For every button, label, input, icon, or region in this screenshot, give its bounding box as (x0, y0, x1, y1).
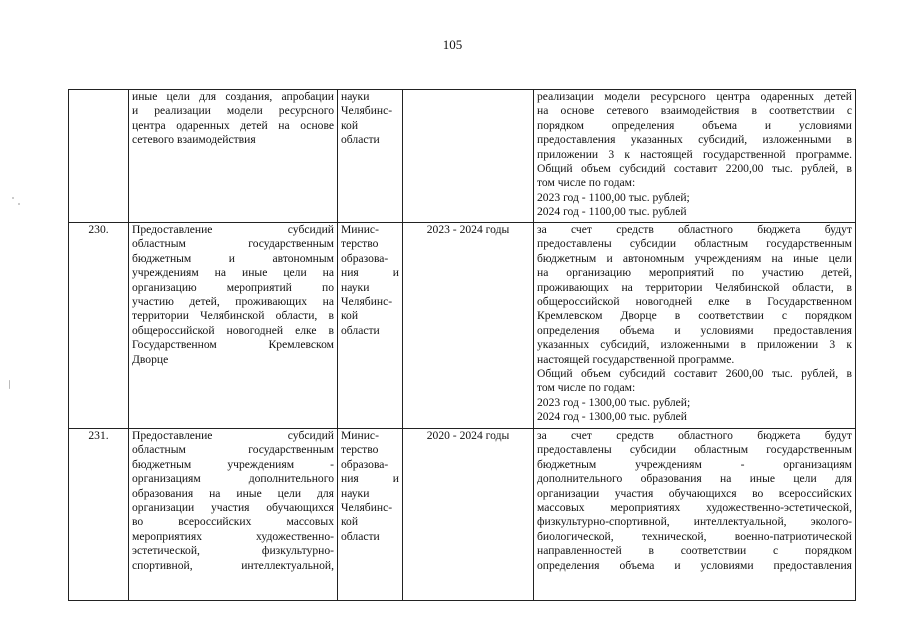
executor-line: кой (341, 309, 359, 323)
scan-speck (9, 380, 10, 389)
expected-result (534, 90, 856, 223)
activity-name-line: эстетической, физкультурно- (132, 544, 334, 558)
activity-name-line: Предоставление субсидий (132, 429, 334, 442)
table-row (69, 429, 856, 601)
executor-line: Челябинс- (341, 295, 393, 309)
activity-name-line: организациям дополнительного (132, 472, 334, 486)
expected-result-line: предоставлены субсидии областным государственным (537, 237, 852, 251)
expected-result-line: Общий объем субсидий составит 2200,00 тыс. рублей, в (537, 162, 852, 176)
program-activities-table (68, 89, 856, 601)
row-number (69, 90, 129, 223)
activity-name-line: организацию мероприятий по (132, 280, 334, 294)
expected-result-line: физкультурно-спортивной, интеллектуальной, эколого- (537, 515, 852, 529)
expected-result (534, 429, 856, 601)
expected-result-line: организации участия обучающихся во всероссийских (537, 486, 852, 500)
expected-result-line: реализации модели ресурсного центра одаренных детей (537, 90, 852, 103)
expected-result-line: проживающих на территории Челябинской области, в (537, 280, 852, 294)
expected-result-line: биологической, технической, военно-патриотической (537, 529, 852, 543)
page-number: 105 (442, 37, 463, 52)
expected-result-line: за счет средств областного бюджета будут (537, 223, 852, 236)
executor-line: кой (341, 118, 359, 132)
expected-result-line: приложении 3 к настоящей государственной программе. (537, 147, 852, 161)
activity-name-line: образования на иные цели для (132, 486, 334, 500)
activity-name-line: спортивной, интеллектуальной, (132, 558, 334, 572)
activity-name-line: Государственном Кремлевском (132, 338, 334, 352)
executor-line: образова- (341, 251, 389, 265)
expected-result-line: Общий объем субсидий составит 2600,00 тыс. рублей, в (537, 367, 852, 381)
expected-result-line: том числе по годам: (537, 381, 636, 395)
activity-name-line: учреждениям на иные цели на (132, 266, 334, 280)
executor-line: науки (341, 486, 370, 500)
activity-name-line: Дворце (132, 352, 169, 366)
executor (338, 90, 403, 223)
activity-name-line: бюджетным учреждениям - (132, 457, 334, 471)
expected-result-line: общероссийской новогодней елке в Государственном (537, 295, 852, 309)
scan-speck (18, 203, 20, 205)
expected-result-line: массовых мероприятиях художественно-эстетической, (537, 501, 852, 515)
expected-result-line: направленностей в соответствии с порядком (537, 544, 852, 558)
expected-result-line: определения объема и условиями предоставления (537, 323, 852, 337)
expected-result-line: предоставления указанных субсидий, изложенными в (537, 133, 852, 147)
executor-line: терство (341, 443, 379, 457)
executor-line: кой (341, 515, 359, 529)
table-row (69, 90, 856, 223)
row-number: 230. (69, 223, 129, 429)
activity-name-line: мероприятиях художественно- (132, 529, 334, 543)
expected-result-line: дополнительного образования на иные цели для (537, 472, 852, 486)
executor-line: области (341, 323, 380, 337)
executor (338, 223, 403, 429)
activity-name-line: общероссийской новогодней елке в (132, 323, 334, 337)
expected-result-line: бюджетным и автономным учреждениям на иные цели (537, 251, 852, 265)
executor (338, 429, 403, 601)
expected-result-line: бюджетным учреждениям - организациям (537, 457, 852, 471)
activity-name-line: Предоставление субсидий (132, 223, 334, 236)
expected-result-line: на основе сетевого взаимодействия в соответствии с (537, 104, 852, 118)
activity-name-line: областным государственным (132, 443, 334, 457)
executor-line: науки (341, 90, 370, 103)
expected-result-line: настоящей государственной программе. (537, 352, 735, 366)
activity-name-line: иные цели для создания, апробации (132, 90, 334, 103)
executor-line: образова- (341, 457, 389, 471)
expected-result-line: определения объема и условиями предоставления (537, 558, 852, 572)
implementation-period: 2020 - 2024 годы (403, 429, 534, 601)
expected-result-line: указанных субсидий, изложенными в приложении 3 к (537, 338, 852, 352)
expected-result-line: на организацию мероприятий по участию детей, (537, 266, 852, 280)
expected-result-line: 2024 год - 1300,00 тыс. рублей (537, 410, 687, 424)
executor-line: Челябинс- (341, 104, 393, 118)
activity-name-line: во всероссийских массовых (132, 515, 334, 529)
expected-result-line: за счет средств областного бюджета будут (537, 429, 852, 442)
row-number: 231. (69, 429, 129, 601)
expected-result-line: 2024 год - 1100,00 тыс. рублей (537, 205, 687, 219)
executor-line: науки (341, 280, 370, 294)
activity-name (129, 90, 338, 223)
expected-result-line: том числе по годам: (537, 176, 636, 190)
activity-name-line: сетевого взаимодействия (132, 133, 256, 147)
activity-name-line: организации участия обучающихся (132, 501, 334, 515)
executor-line: ния и (341, 266, 399, 280)
executor-line: терство (341, 237, 379, 251)
executor-line: Минис- (341, 429, 379, 442)
expected-result-line: предоставлены субсидии областным государственным (537, 443, 852, 457)
activity-name (129, 429, 338, 601)
activity-name-line: центра одаренных детей на основе (132, 118, 334, 132)
executor-line: области (341, 529, 380, 543)
activity-name (129, 223, 338, 429)
expected-result-line: 2023 год - 1100,00 тыс. рублей; (537, 190, 690, 204)
table-row (69, 223, 856, 429)
activity-name-line: областным государственным (132, 237, 334, 251)
implementation-period (403, 90, 534, 223)
activity-name-line: бюджетным и автономным (132, 251, 334, 265)
scan-speck (12, 197, 14, 199)
activity-name-line: и реализации модели ресурсного (132, 104, 334, 118)
activity-name-line: участию детей, проживающих на (132, 295, 334, 309)
implementation-period: 2023 - 2024 годы (403, 223, 534, 429)
expected-result-line: 2023 год - 1300,00 тыс. рублей; (537, 395, 691, 409)
expected-result (534, 223, 856, 429)
executor-line: Минис- (341, 223, 379, 236)
expected-result-line: порядком определения объема и условиями (537, 118, 852, 132)
expected-result-line: Кремлевском Дворце в соответствии с порядком (537, 309, 852, 323)
executor-line: Челябинс- (341, 501, 393, 515)
executor-line: области (341, 133, 380, 147)
activity-name-line: территории Челябинской области, в (132, 309, 334, 323)
executor-line: ния и (341, 472, 399, 486)
